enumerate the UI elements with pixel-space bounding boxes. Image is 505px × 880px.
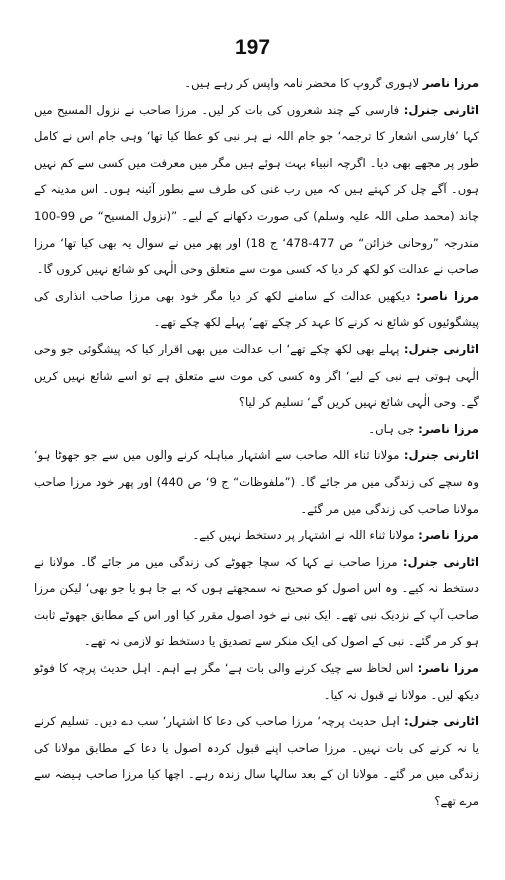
speaker-label: اٹارنی جنرل:	[403, 448, 479, 463]
paragraph	[34, 97, 479, 283]
paragraph-text: جی ہاں۔	[368, 421, 415, 436]
speaker-label: مرزا ناصر	[422, 76, 479, 90]
paragraph	[34, 283, 479, 336]
paragraph	[34, 442, 479, 522]
paragraph	[34, 70, 479, 97]
paragraph-text: فارسی کے چند شعروں کی بات کر لیں۔ مرزا صاحب نے نزول المسیح میں کہا ’فارسی اشعار کا ترجمہ‘ جو جام اللہ نے ہر نبی کو عطا کیا تھا‘ وہی جام اس نے کامل طور پر مجھے بھی دیا۔ اگرچہ انبیاء بہت ہوئے ہیں مگر میں معرفت میں کسی سے کم نہیں ہوں۔ آگے چل کر کہتے ہیں کہ میں رب غنی کی طرف سے بطور آئینہ ہوں۔ اس مدینہ کے چاند (محمد صلی اللہ علیہ وسلم) کی صورت دکھانے کے لیے۔ ”(نزول المسیح“ ص 99-100 مندرجہ ”روحانی خزائن“ ص 477-478‘ ج 18) اور پھر میں نے سوال یہ بھی کیا تھا‘ مرزا صاحب نے عدالت کو لکھ کر دیا کہ کسی موت سے متعلق وحی الٰہی کو شائع نہیں کروں گا۔	[34, 102, 480, 277]
paragraph-text: اس لحاظ سے چیک کرنے والی بات ہے‘ مگر ہے اہم۔ اہل حدیث پرچہ کا فوٹو دیکھ لیں۔ مولانا نے قبول نہ کیا۔	[34, 661, 479, 702]
speaker-label: اٹارنی جنرل:	[403, 102, 479, 117]
paragraph-text: لاہوری گروپ کا محضر نامہ واپس کر رہے ہیں۔	[184, 76, 420, 90]
paragraph	[34, 549, 479, 655]
page-number: 197	[234, 36, 271, 59]
paragraph-text: پہلے بھی لکھ چکے تھے‘ اب عدالت میں بھی اقرار کیا کہ پیشگوئی جو وحی الٰہی ہوتی ہے نبی کے لیے‘ اگر وہ کسی کی موت سے متعلق ہے تو اسے شائع نہیں کریں گے۔ وحی الٰہی شائع نہیں کریں گے‘ تسلیم کر لیا؟	[34, 341, 479, 410]
paragraph-text: دیکھیں عدالت کے سامنے لکھ کر دیا مگر خود بھی مرزا صاحب انذاری کی پیشگوئیوں کو شائع نہ کرنے کا عہد کر چکے تھے‘ پہلے لکھ چکے تھے۔	[34, 288, 479, 330]
speaker-label: اٹارنی جنرل:	[403, 341, 479, 356]
paragraph-text: مولانا ثناء اللہ نے اشتہار پر دستخط نہیں کیے۔	[192, 528, 415, 543]
speaker-label: مرزا ناصر:	[417, 661, 479, 676]
paragraph-text: مولانا ثناء اللہ صاحب سے اشتہار مباہلہ کرنے والوں میں سے جو جھوٹا ہو‘ وہ سچے کی زندگی میں مر جائے گا۔ (”ملفوظات“ ج 9‘ ص 440) اور پھر خود مرزا صاحب مولانا صاحب کی زندگی میں مر گئے۔	[34, 448, 480, 516]
speaker-label: مرزا ناصر:	[416, 288, 479, 303]
speaker-label: مرزا ناصر:	[418, 421, 479, 436]
paragraph	[34, 522, 479, 549]
page-body	[34, 70, 479, 815]
paragraph	[34, 336, 479, 416]
paragraph-text: مرزا صاحب نے کہا کہ سچا جھوٹے کی زندگی میں مر جائے گا۔ مولانا نے دستخط نہ کیے۔ وہ اس اصول کو صحیح نہ سمجھتے ہوں کہ بے جا ہو یا جو بھی‘ لیکن مرزا صاحب آپ کے نزدیک نبی تھے۔ ایک نبی نے خود اصول مقرر کیا اور اس کے مطابق جھوٹے ثابت ہو کر مر گئے۔ نبی کے اصول کی ایک منکر سے تصدیق یا دستخط تو لازمی نہ تھے۔	[34, 554, 479, 649]
paragraph	[34, 708, 479, 814]
paragraph	[34, 655, 479, 708]
paragraph-text: اہل حدیث پرچہ‘ مرزا صاحب کی دعا کا اشتہار‘ سب دے دیں۔ تسلیم کرنے یا نہ کرنے کی بات نہیں۔ مرزا صاحب اپنے قبول کردہ اصول یا دعا کے مطابق مولانا کی زندگی میں مر گئے۔ مولانا ان کے بعد سالہا سال زندہ رہے۔ اچھا کیا مرزا صاحب ہیضہ سے مرے تھے؟	[34, 714, 479, 809]
paragraph	[34, 416, 479, 443]
speaker-label: اٹارنی جنرل:	[403, 714, 479, 729]
speaker-label: اٹارنی جنرل:	[402, 554, 479, 569]
speaker-label: مرزا ناصر:	[418, 528, 479, 543]
